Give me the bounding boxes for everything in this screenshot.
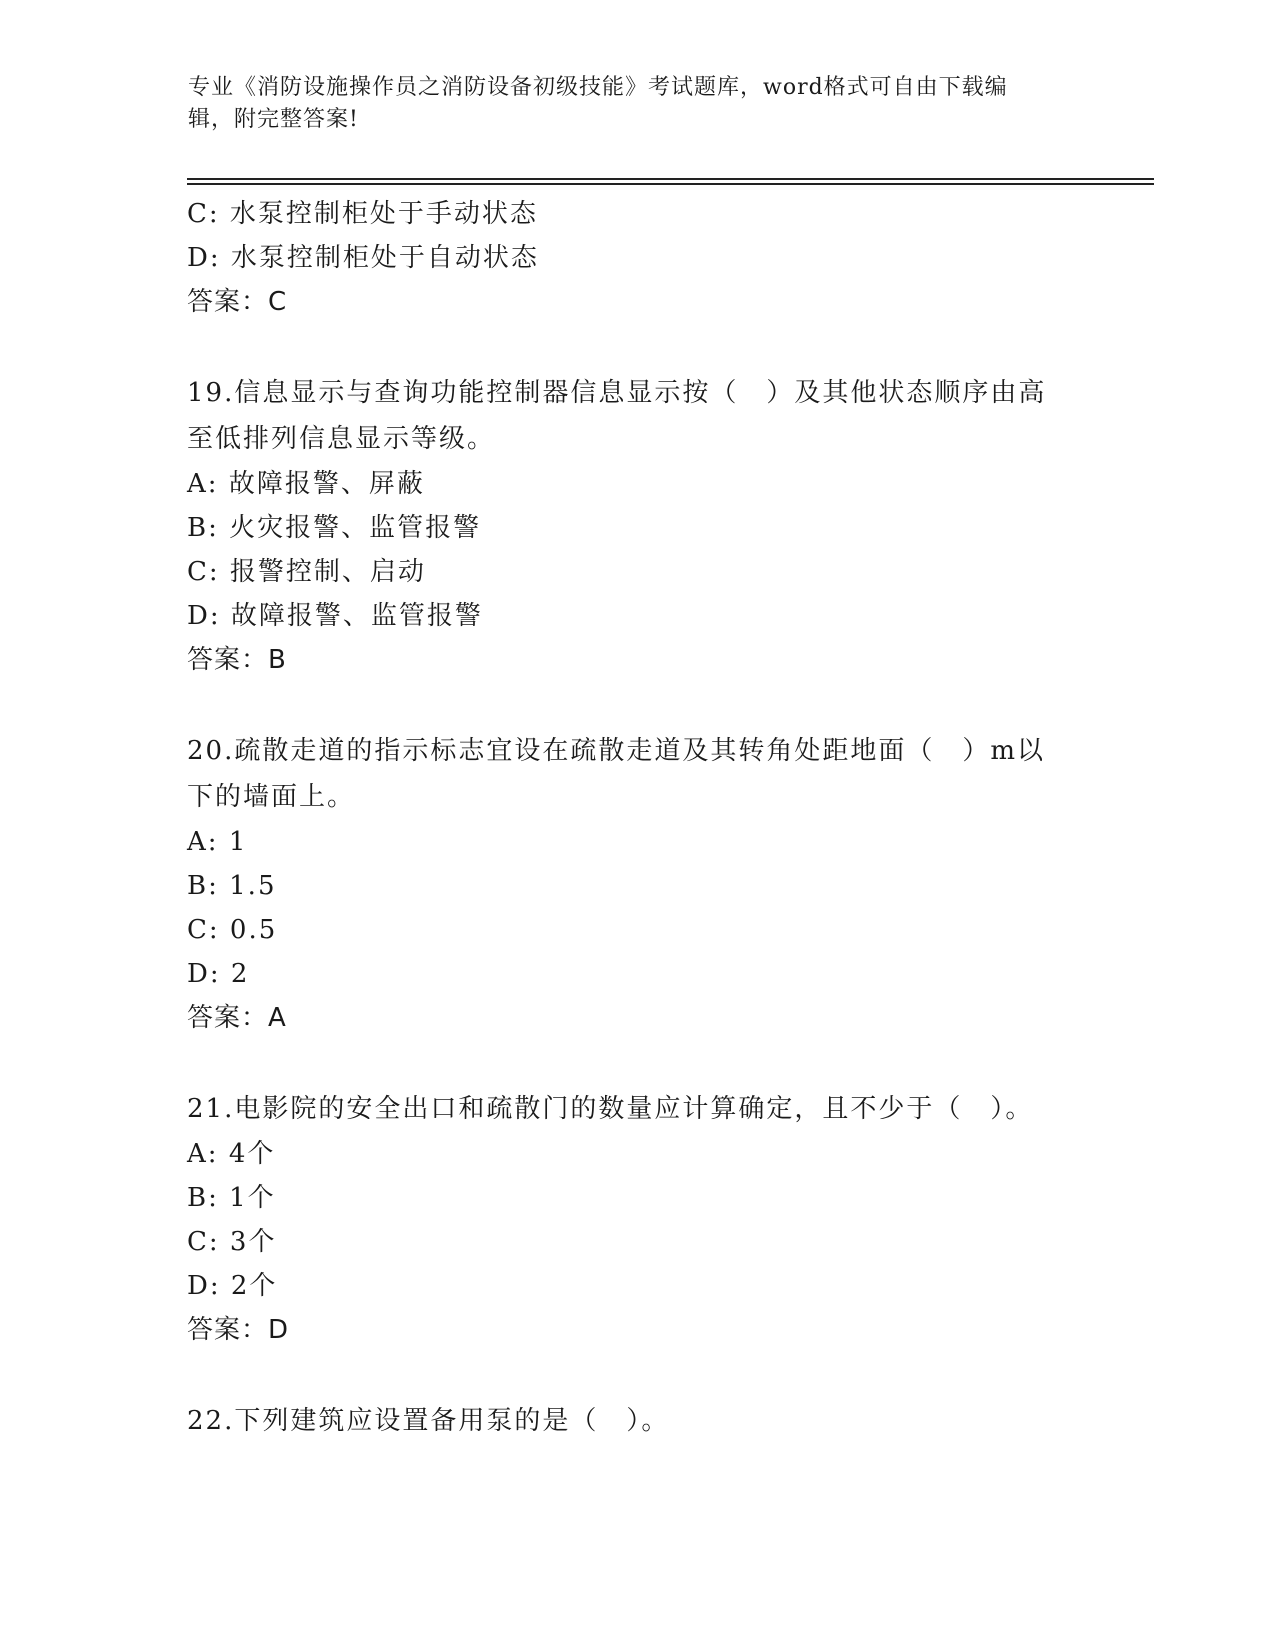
- header-divider-top: [187, 178, 1154, 180]
- option-label: D:: [187, 243, 221, 273]
- option-label: C:: [187, 1227, 220, 1257]
- option-b: [187, 1176, 1087, 1220]
- option-text: 3个: [229, 1227, 277, 1257]
- option-c: [187, 908, 1087, 952]
- option-text: 2个: [230, 1271, 278, 1301]
- answer-line: 答案：B: [187, 645, 287, 675]
- option-text: 水泵控制柜处于手动状态: [229, 199, 538, 229]
- option-a: [187, 1132, 1087, 1176]
- option-text: 火灾报警、监管报警: [229, 513, 482, 543]
- option-c: [187, 1220, 1087, 1264]
- answer-line: 答案：D: [187, 1315, 290, 1345]
- option-c: [187, 192, 1087, 236]
- option-text: 故障报警、屏蔽: [228, 469, 425, 499]
- question-text-line-1: 21.电影院的安全出口和疏散门的数量应计算确定，且不少于（ ）。: [187, 1094, 1034, 1124]
- header-line-2: 辑，附完整答案!: [188, 107, 359, 132]
- option-label: A:: [187, 1139, 219, 1169]
- question-18-tail: [187, 192, 1087, 324]
- option-label: D:: [187, 959, 221, 989]
- option-d: [187, 1264, 1087, 1308]
- option-label: D:: [187, 601, 221, 631]
- answer-line: 答案：A: [187, 1003, 287, 1033]
- option-b: [187, 506, 1087, 550]
- question-text-line-2: 下的墙面上。: [187, 782, 356, 812]
- option-text: 0.5: [229, 915, 278, 945]
- option-label: B:: [187, 1183, 219, 1213]
- option-b: [187, 864, 1087, 908]
- question-text-line-2: 至低排列信息显示等级。: [187, 424, 496, 454]
- question-20: [187, 728, 1087, 1040]
- option-text: 1.5: [229, 871, 277, 901]
- document-header: [188, 72, 1068, 136]
- option-label: D:: [187, 1271, 221, 1301]
- question-21: [187, 1086, 1087, 1352]
- option-text: 故障报警、监管报警: [230, 601, 483, 631]
- option-c: [187, 550, 1087, 594]
- option-label: B:: [187, 513, 219, 543]
- option-text: 1: [228, 827, 248, 857]
- option-label: A:: [187, 827, 219, 857]
- option-d: [187, 594, 1087, 638]
- header-divider-bottom: [187, 183, 1154, 185]
- option-text: 报警控制、启动: [229, 557, 426, 587]
- option-a: [187, 820, 1087, 864]
- option-text: 水泵控制柜处于自动状态: [230, 243, 539, 273]
- option-text: 2: [230, 959, 250, 989]
- question-19: [187, 370, 1087, 682]
- question-22: [187, 1398, 1087, 1444]
- question-list: [187, 192, 1087, 1444]
- option-text: 1个: [229, 1183, 276, 1213]
- header-line-1: 专业《消防设施操作员之消防设备初级技能》考试题库，word格式可自由下载编: [188, 75, 1008, 100]
- question-text-line-1: 19.信息显示与查询功能控制器信息显示按（ ）及其他状态顺序由高: [187, 378, 1047, 408]
- option-label: B:: [187, 871, 219, 901]
- option-d: [187, 236, 1087, 280]
- option-a: [187, 462, 1087, 506]
- option-label: C:: [187, 199, 220, 229]
- option-d: [187, 952, 1087, 996]
- option-text: 4个: [228, 1139, 276, 1169]
- option-label: C:: [187, 915, 220, 945]
- option-label: C:: [187, 557, 220, 587]
- question-text-line-1: 22.下列建筑应设置备用泵的是（ ）。: [187, 1406, 670, 1436]
- option-label: A:: [187, 469, 219, 499]
- answer-line: 答案：C: [187, 287, 288, 317]
- question-text-line-1: 20.疏散走道的指示标志宜设在疏散走道及其转角处距地面（ ）m以: [187, 736, 1046, 766]
